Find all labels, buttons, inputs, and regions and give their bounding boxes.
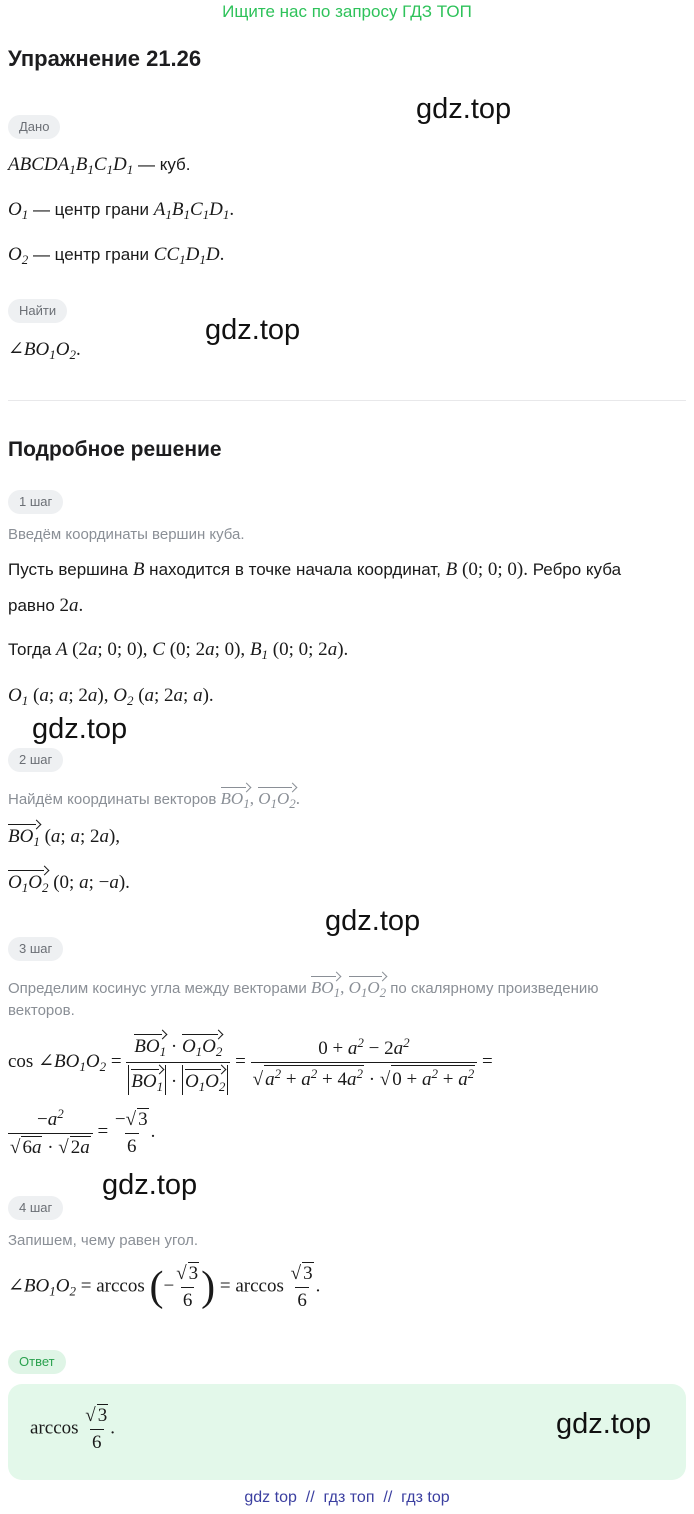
- cosine-formula: $\cos \angle BO_1O_2$ = $\frac{BO_1 \cdot O_1O_2}{BO_1 \cdot O_1O_2}$ = $\frac{0 + a^2 - 2a^2}{√ a^2 + a^2 + 4a^2 \cdot √ 0 + a^2 + a^2}$ =: [8, 1030, 493, 1095]
- vector-o1o2: $O_1O_2$ (0; a; −a).: [8, 866, 130, 896]
- step-1-line-4: $O_1$ (a; a; 2a), $O_2$ (a; 2a; a).: [8, 685, 214, 708]
- page-title: Упражнение 21.26: [8, 46, 202, 71]
- given-cube-text: — куб.: [133, 155, 191, 174]
- step-1-line-2: равно 2a.: [8, 595, 84, 616]
- watermark: gdz.top: [416, 93, 512, 125]
- step-3-text-b: по скалярному произведению: [386, 980, 599, 997]
- answer-box: [8, 1384, 686, 1480]
- angle-formula: $\angle BO_1O_2 = \arccos$ (− $\frac{√ 3}{6}$ ) = arccos $\frac{√ 3}{6}$ .: [8, 1263, 321, 1311]
- step-1-line-1: Пусть вершина B находится в точке начала координат, B (0; 0; 0). Ребро куба: [8, 559, 622, 580]
- watermark: gdz.top: [102, 1169, 198, 1201]
- step-2-text: Найдём координаты векторов: [8, 791, 221, 808]
- step-2-intro: Найдём координаты векторов $BO_1$, $O_1O_2$.: [8, 783, 300, 812]
- top-banner[interactable]: Ищите нас по запросу ГДЗ ТОП: [222, 2, 472, 21]
- watermark: gdz.top: [32, 713, 128, 745]
- given-tag: Дано: [8, 115, 60, 139]
- step-2-tag: 2 шаг: [8, 748, 63, 772]
- step-1-text-b: находится в точке начала координат,: [144, 560, 446, 579]
- step-3-intro-2: векторов.: [8, 1002, 75, 1019]
- find-tag: Найти: [8, 299, 67, 323]
- step-1-text-a: Пусть вершина: [8, 560, 133, 579]
- vector-bo1: $BO_1$ (a; a; 2a),: [8, 820, 120, 850]
- footer-links[interactable]: gdz top // гдз топ // гдз top: [244, 1489, 450, 1506]
- step-1-line-3: Тогда A (2a; 0; 0), C (0; 2a; 0), $B_1$ (0; 0; 2a).: [8, 639, 349, 662]
- given-o1: $O_1$ — центр грани $A_1B_1C_1D_1$.: [8, 199, 235, 222]
- step-1-tag: 1 шаг: [8, 490, 63, 514]
- given-o2-text: — центр грани: [28, 245, 154, 264]
- find-angle: $\angle BO_1O_2$.: [8, 339, 81, 362]
- step-4-tag: 4 шаг: [8, 1196, 63, 1220]
- answer-value: arccos $\frac{√ 3}{6}$ .: [30, 1405, 115, 1453]
- step-3-tag: 3 шаг: [8, 937, 63, 961]
- watermark: gdz.top: [556, 1408, 652, 1440]
- answer-tag: Ответ: [8, 1350, 66, 1374]
- step-3-text-a: Определим косинус угла между векторами: [8, 980, 311, 997]
- step-1-text-e: Тогда: [8, 640, 57, 659]
- step-1-text-c: Ребро куба: [527, 560, 622, 579]
- cosine-result: $\frac{-a^2}{√ 6a \cdot √ 2a}$ = $\frac{-√ 3}{6}$ .: [10, 1106, 156, 1158]
- watermark: gdz.top: [325, 905, 421, 937]
- step-1-text-d: равно: [8, 596, 60, 615]
- step-3-intro: Определим косинус угла между векторами $BO_1$, $O_1O_2$ по скалярному произведению: [8, 972, 688, 1001]
- watermark: gdz.top: [205, 314, 301, 346]
- step-1-intro: Введём координаты вершин куба.: [8, 526, 245, 543]
- step-4-intro: Запишем, чему равен угол.: [8, 1232, 199, 1249]
- given-o2: $O_2$ — центр грани $CC_1D_1D$.: [8, 244, 225, 267]
- given-o1-text: — центр грани: [28, 200, 154, 219]
- divider: [8, 400, 686, 401]
- given-cube: $ABCDA_1B_1C_1D_1$ — куб.: [8, 154, 191, 177]
- solution-heading: Подробное решение: [8, 438, 222, 461]
